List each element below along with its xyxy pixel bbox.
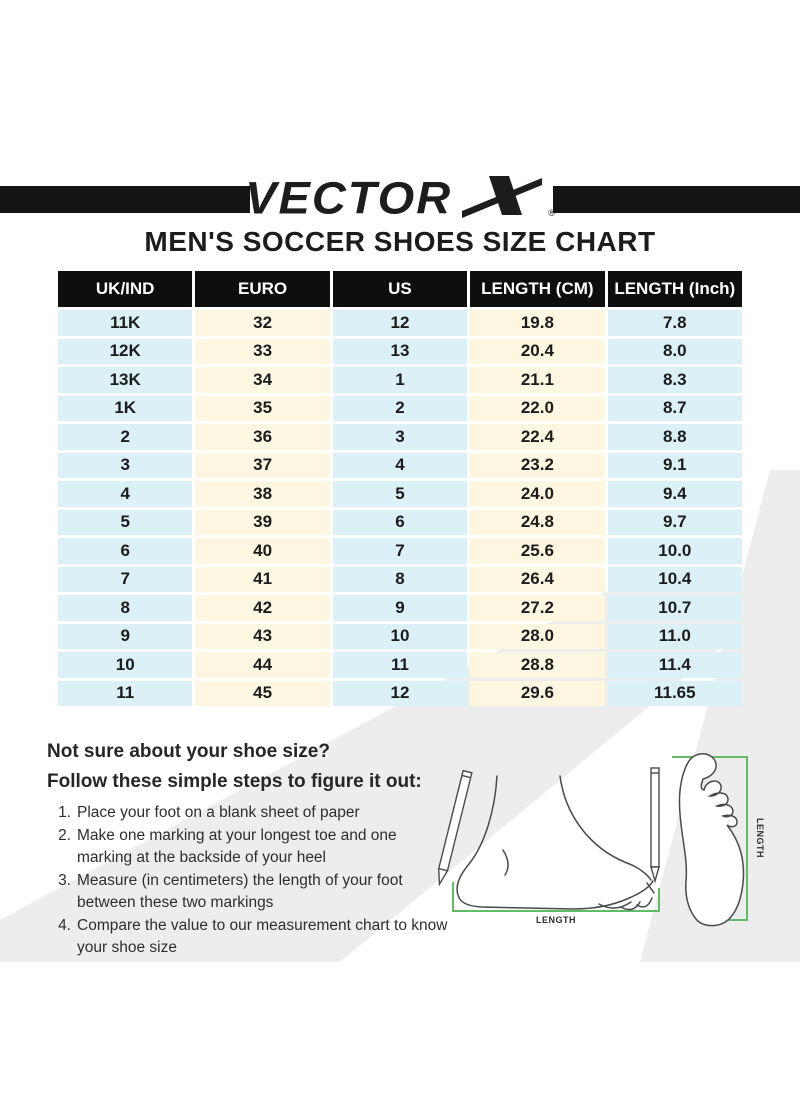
brand-logo xyxy=(0,168,800,226)
table-cell: 24.0 xyxy=(470,481,604,507)
table-cell: 9 xyxy=(333,595,467,621)
step-text: Make one marking at your longest toe and one marking at the backside of your heel xyxy=(77,826,397,866)
table-row xyxy=(58,310,742,336)
table-cell: 44 xyxy=(195,652,329,678)
table-cell: 5 xyxy=(333,481,467,507)
table-cell: 8 xyxy=(58,595,192,621)
table-row xyxy=(58,453,742,479)
table-cell: 25.6 xyxy=(470,538,604,564)
table-cell: 41 xyxy=(195,567,329,593)
table-cell: 7.8 xyxy=(608,310,742,336)
footprint-length-label: LENGTH xyxy=(755,818,765,858)
table-cell: 42 xyxy=(195,595,329,621)
table-cell: 1K xyxy=(58,396,192,422)
table-row xyxy=(58,339,742,365)
instruction-step xyxy=(47,870,452,914)
table-cell: 32 xyxy=(195,310,329,336)
table-cell: 23.2 xyxy=(470,453,604,479)
table-cell: 3 xyxy=(333,424,467,450)
table-cell: 10.4 xyxy=(608,567,742,593)
table-cell: 4 xyxy=(58,481,192,507)
table-cell: 8.3 xyxy=(608,367,742,393)
table-cell: 12 xyxy=(333,310,467,336)
table-row xyxy=(58,510,742,536)
table-row xyxy=(58,481,742,507)
table-cell: 27.2 xyxy=(470,595,604,621)
instructions-block xyxy=(47,737,452,960)
table-cell: 4 xyxy=(333,453,467,479)
table-row xyxy=(58,396,742,422)
table-cell: 39 xyxy=(195,510,329,536)
table-row xyxy=(58,538,742,564)
table-row xyxy=(58,624,742,650)
table-cell: 9.7 xyxy=(608,510,742,536)
table-cell: 38 xyxy=(195,481,329,507)
table-cell: 7 xyxy=(58,567,192,593)
table-cell: 37 xyxy=(195,453,329,479)
step-text: Place your foot on a blank sheet of paper xyxy=(77,803,360,821)
instructions-heading-1: Not sure about your shoe size? xyxy=(47,741,330,762)
size-chart-table xyxy=(55,268,745,709)
page-title: MEN'S SOCCER SHOES SIZE CHART xyxy=(144,226,656,257)
footprint-outline xyxy=(679,754,743,926)
instructions-steps xyxy=(47,802,452,959)
table-cell: 13K xyxy=(58,367,192,393)
table-cell: 9.1 xyxy=(608,453,742,479)
table-cell: 13 xyxy=(333,339,467,365)
table-cell: 21.1 xyxy=(470,367,604,393)
step-number: 2. xyxy=(58,826,71,844)
table-cell: 33 xyxy=(195,339,329,365)
table-cell: 12K xyxy=(58,339,192,365)
step-number: 3. xyxy=(58,871,71,889)
table-cell: 11.0 xyxy=(608,624,742,650)
table-row xyxy=(58,652,742,678)
side-length-label: LENGTH xyxy=(536,915,576,925)
table-cell: 11.4 xyxy=(608,652,742,678)
table-cell: 6 xyxy=(58,538,192,564)
table-cell: 26.4 xyxy=(470,567,604,593)
foot-side-measure-diagram xyxy=(423,762,673,934)
table-row xyxy=(58,681,742,707)
table-cell: 24.8 xyxy=(470,510,604,536)
table-cell: 22.0 xyxy=(470,396,604,422)
brand-logo-text: VECTOR xyxy=(245,171,453,223)
table-cell: 36 xyxy=(195,424,329,450)
table-cell: 35 xyxy=(195,396,329,422)
table-cell: 9.4 xyxy=(608,481,742,507)
table-row xyxy=(58,567,742,593)
column-header: EURO xyxy=(195,271,329,307)
table-cell: 20.4 xyxy=(470,339,604,365)
table-cell: 43 xyxy=(195,624,329,650)
table-cell: 8.7 xyxy=(608,396,742,422)
table-row xyxy=(58,424,742,450)
table-cell: 28.0 xyxy=(470,624,604,650)
table-cell: 29.6 xyxy=(470,681,604,707)
column-header: US xyxy=(333,271,467,307)
footprint-measure-diagram xyxy=(658,746,793,936)
table-cell: 10.7 xyxy=(608,595,742,621)
table-cell: 11.65 xyxy=(608,681,742,707)
instruction-step xyxy=(47,825,452,869)
table-cell: 9 xyxy=(58,624,192,650)
table-cell: 11 xyxy=(58,681,192,707)
foot-side-outline xyxy=(457,776,654,910)
table-cell: 28.8 xyxy=(470,652,604,678)
table-cell: 8.8 xyxy=(608,424,742,450)
table-cell: 2 xyxy=(58,424,192,450)
table-cell: 34 xyxy=(195,367,329,393)
table-row xyxy=(58,367,742,393)
size-chart-header-row xyxy=(58,271,742,307)
table-cell: 10 xyxy=(333,624,467,650)
registered-mark: ® xyxy=(548,208,555,218)
step-text: Compare the value to our measurement chart to know your shoe size xyxy=(77,916,448,956)
step-number: 1. xyxy=(58,803,71,821)
table-cell: 11 xyxy=(333,652,467,678)
table-cell: 5 xyxy=(58,510,192,536)
brand-x-icon xyxy=(462,174,546,225)
table-cell: 7 xyxy=(333,538,467,564)
step-text: Measure (in centimeters) the length of your foot between these two markings xyxy=(77,871,403,911)
table-cell: 12 xyxy=(333,681,467,707)
table-cell: 19.8 xyxy=(470,310,604,336)
table-cell: 6 xyxy=(333,510,467,536)
column-header: LENGTH (CM) xyxy=(470,271,604,307)
column-header: UK/IND xyxy=(58,271,192,307)
step-number: 4. xyxy=(58,916,71,934)
table-cell: 11K xyxy=(58,310,192,336)
table-cell: 2 xyxy=(333,396,467,422)
table-cell: 45 xyxy=(195,681,329,707)
instruction-step xyxy=(47,915,452,959)
table-cell: 10 xyxy=(58,652,192,678)
table-row xyxy=(58,595,742,621)
column-header: LENGTH (Inch) xyxy=(608,271,742,307)
instruction-step xyxy=(47,802,452,824)
table-cell: 3 xyxy=(58,453,192,479)
table-cell: 10.0 xyxy=(608,538,742,564)
instructions-heading-2: Follow these simple steps to figure it out: xyxy=(47,771,422,793)
table-cell: 22.4 xyxy=(470,424,604,450)
table-cell: 8 xyxy=(333,567,467,593)
table-cell: 40 xyxy=(195,538,329,564)
table-cell: 1 xyxy=(333,367,467,393)
table-cell: 8.0 xyxy=(608,339,742,365)
